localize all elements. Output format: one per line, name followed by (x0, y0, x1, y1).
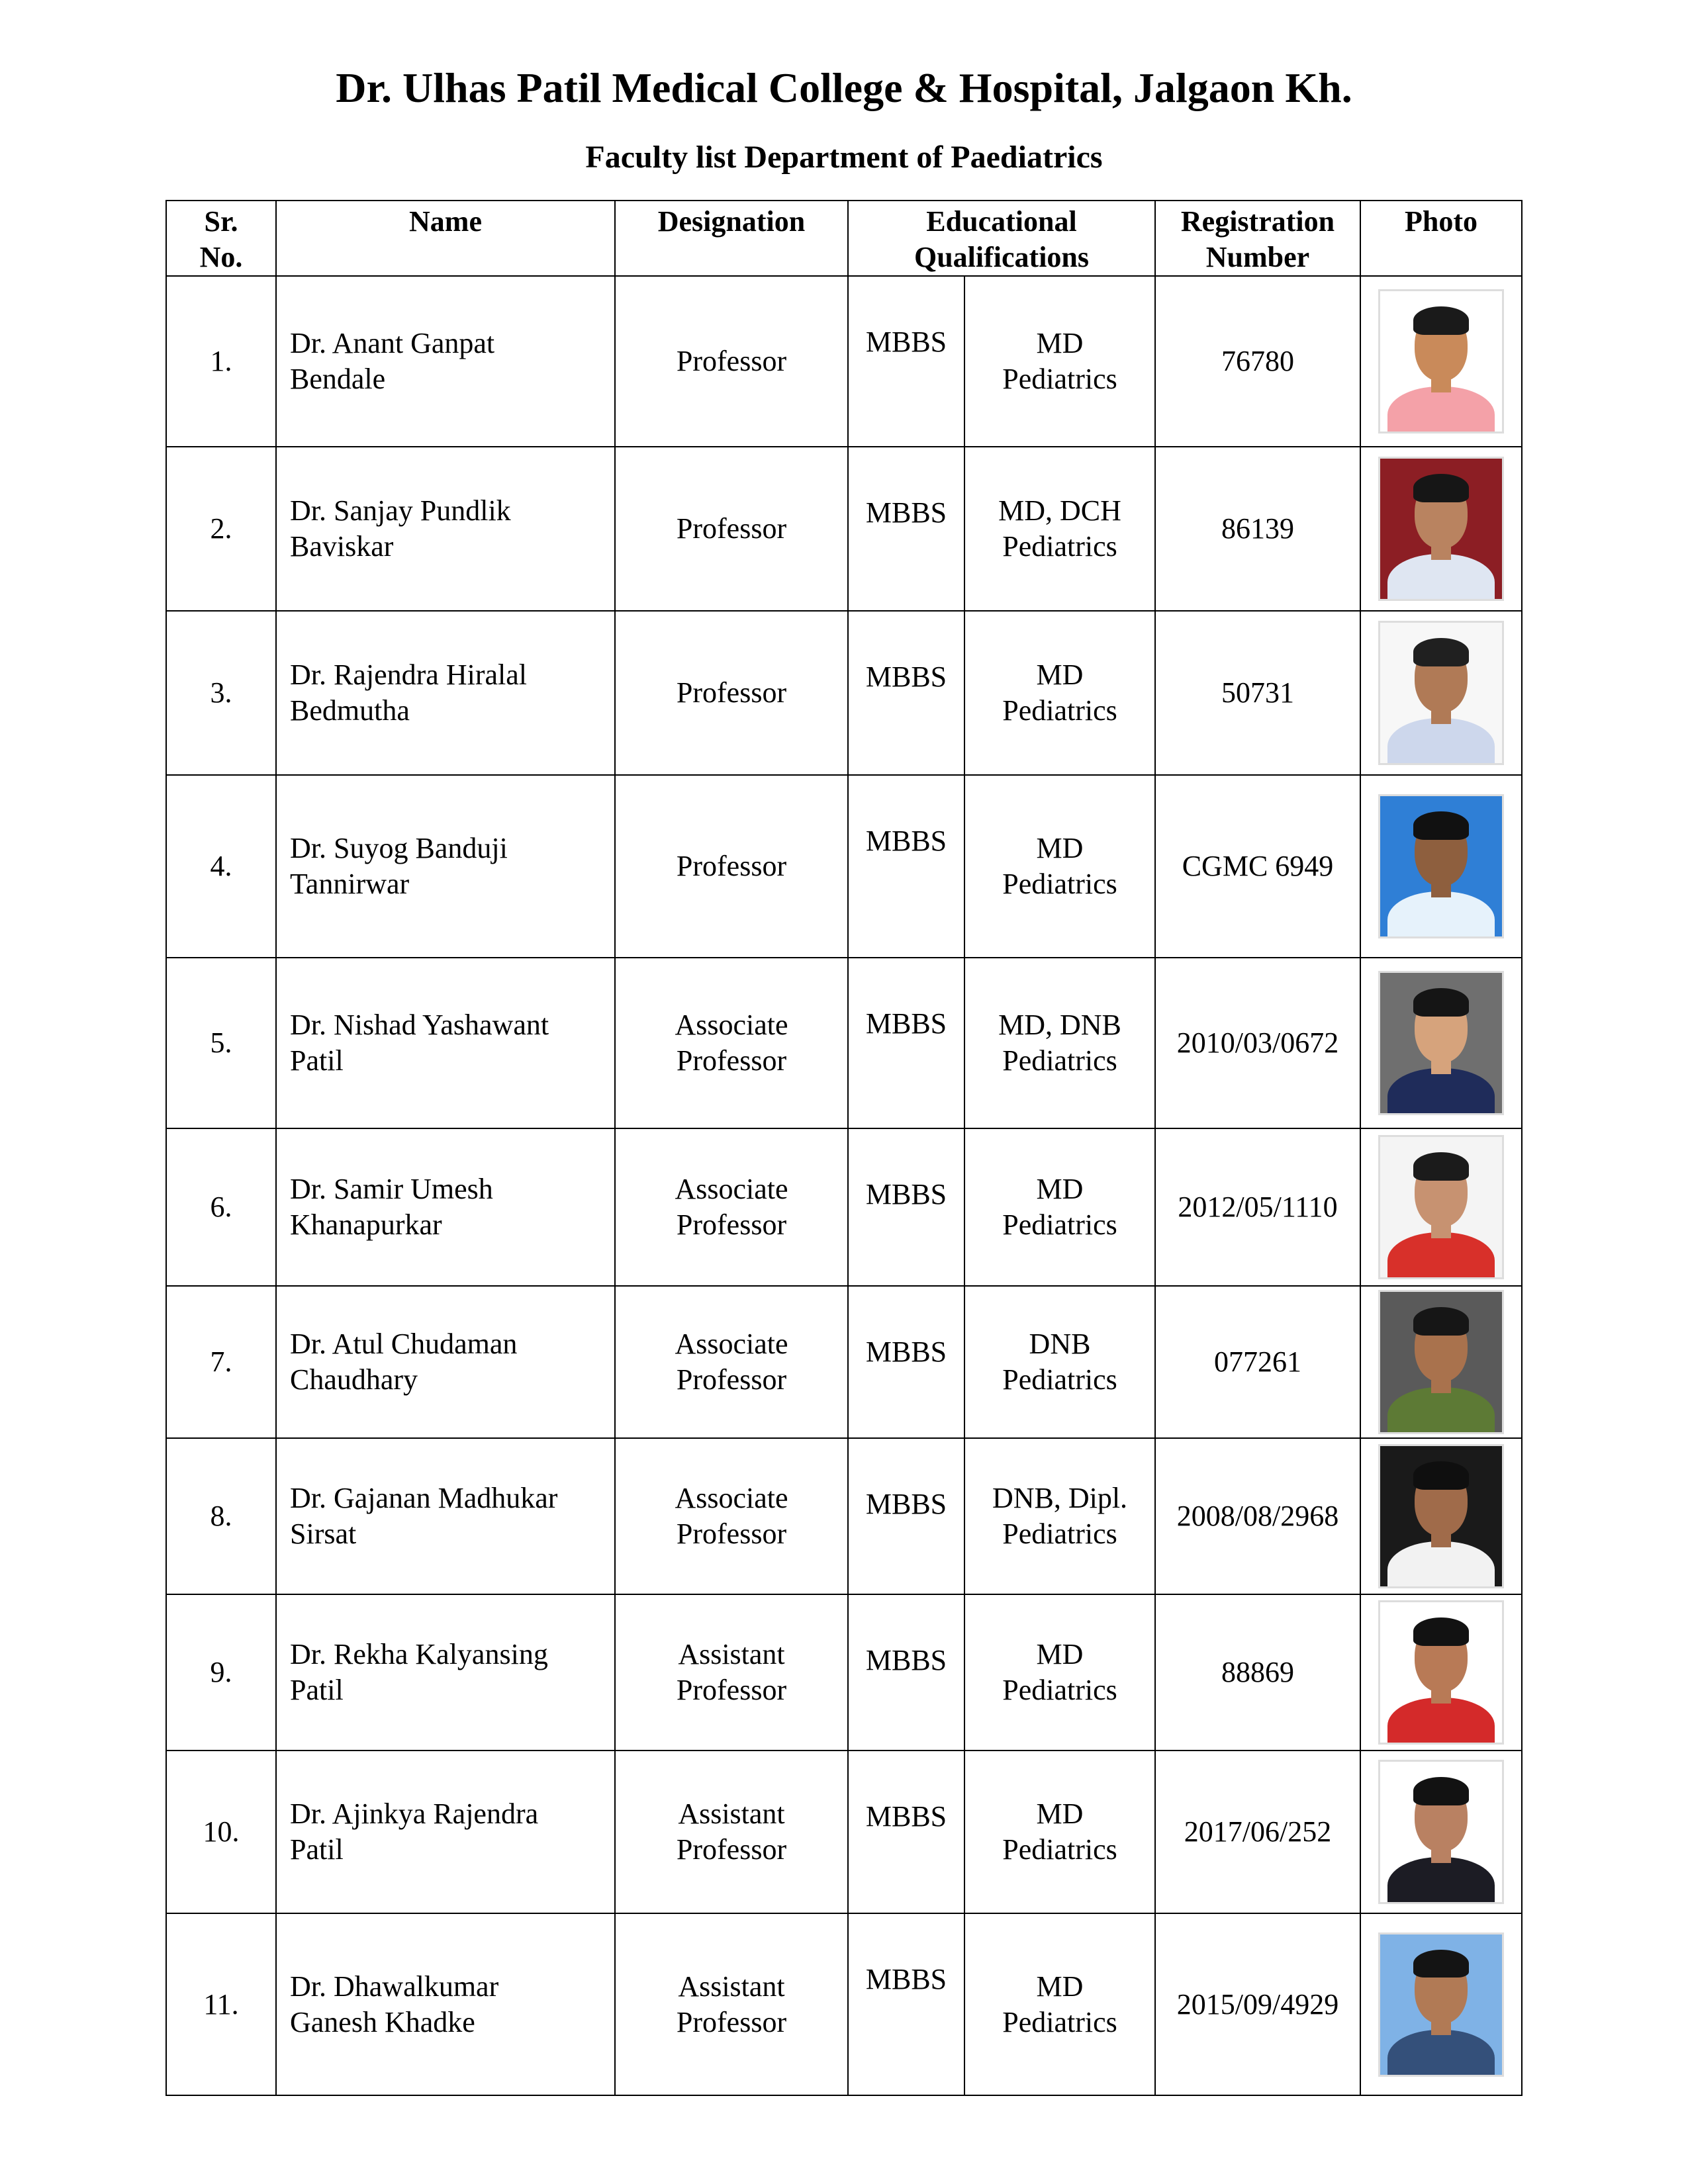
name-cell: Dr. Sanjay Pundlik Baviskar (276, 447, 615, 611)
table-row (166, 958, 1522, 1128)
table-row (166, 1594, 1522, 1751)
name-cell: Dr. Gajanan Madhukar Sirsat (276, 1438, 615, 1594)
registration-cell: 2015/09/4929 (1155, 1913, 1360, 2095)
pg-qualification-cell: MD, DCH Pediatrics (964, 447, 1155, 611)
sr-no-cell: 5. (166, 958, 276, 1128)
photo-cell (1360, 1594, 1522, 1751)
ug-qualification-cell: MBBS (848, 447, 964, 611)
name-cell: Dr. Nishad Yashawant Patil (276, 958, 615, 1128)
name-cell: Dr. Rajendra Hiralal Bedmutha (276, 611, 615, 775)
photo-cell (1360, 1913, 1522, 2095)
faculty-photo (1378, 289, 1504, 433)
designation-cell: Professor (615, 447, 848, 611)
photo-cell (1360, 775, 1522, 958)
faculty-photo (1378, 1933, 1504, 2077)
ug-qualification-cell: MBBS (848, 1128, 964, 1286)
ug-qualification-cell: MBBS (848, 1751, 964, 1913)
designation-cell: Associate Professor (615, 958, 848, 1128)
table-row (166, 775, 1522, 958)
designation-cell: Professor (615, 611, 848, 775)
photo-cell (1360, 1128, 1522, 1286)
table-row (166, 1438, 1522, 1594)
registration-cell: 88869 (1155, 1594, 1360, 1751)
page-subtitle: Faculty list Department of Paediatrics (585, 140, 1103, 175)
pg-qualification-cell: MD Pediatrics (964, 1128, 1155, 1286)
table-row (166, 1128, 1522, 1286)
name-cell: Dr. Anant Ganpat Bendale (276, 276, 615, 447)
registration-cell: 2010/03/0672 (1155, 958, 1360, 1128)
faculty-photo (1378, 457, 1504, 601)
pg-qualification-cell: MD Pediatrics (964, 276, 1155, 447)
name-cell: Dr. Suyog Banduji Tannirwar (276, 775, 615, 958)
registration-cell: CGMC 6949 (1155, 775, 1360, 958)
name-cell: Dr. Atul Chudaman Chaudhary (276, 1286, 615, 1438)
pg-qualification-cell: DNB Pediatrics (964, 1286, 1155, 1438)
photo-cell (1360, 1438, 1522, 1594)
registration-cell: 50731 (1155, 611, 1360, 775)
photo-cell (1360, 447, 1522, 611)
sr-no-cell: 9. (166, 1594, 276, 1751)
ug-qualification-cell: MBBS (848, 775, 964, 958)
designation-cell: Associate Professor (615, 1128, 848, 1286)
ug-qualification-cell: MBBS (848, 276, 964, 447)
designation-cell: Professor (615, 775, 848, 958)
sr-no-cell: 7. (166, 1286, 276, 1438)
faculty-photo (1378, 971, 1504, 1115)
pg-qualification-cell: MD Pediatrics (964, 1594, 1155, 1751)
photo-cell (1360, 611, 1522, 775)
registration-cell: 86139 (1155, 447, 1360, 611)
designation-cell: Assistant Professor (615, 1751, 848, 1913)
faculty-photo (1378, 1135, 1504, 1279)
faculty-photo (1378, 621, 1504, 765)
ug-qualification-cell: MBBS (848, 1594, 964, 1751)
registration-cell: 76780 (1155, 276, 1360, 447)
photo-cell (1360, 1286, 1522, 1438)
table-row (166, 276, 1522, 447)
header-qualifications: Educational Qualifications (848, 201, 1155, 276)
sr-no-cell: 8. (166, 1438, 276, 1594)
header-designation: Designation (615, 201, 848, 276)
table-row (166, 447, 1522, 611)
table-row (166, 611, 1522, 775)
pg-qualification-cell: MD Pediatrics (964, 775, 1155, 958)
faculty-photo (1378, 1760, 1504, 1904)
table-row (166, 1751, 1522, 1913)
registration-cell: 2017/06/252 (1155, 1751, 1360, 1913)
photo-cell (1360, 1751, 1522, 1913)
registration-cell: 2012/05/1110 (1155, 1128, 1360, 1286)
ug-qualification-cell: MBBS (848, 958, 964, 1128)
header-sr-no: Sr. No. (166, 201, 276, 276)
table-header-row (166, 201, 1522, 276)
pg-qualification-cell: MD, DNB Pediatrics (964, 958, 1155, 1128)
sr-no-cell: 11. (166, 1913, 276, 2095)
designation-cell: Associate Professor (615, 1286, 848, 1438)
faculty-photo (1378, 1290, 1504, 1434)
photo-cell (1360, 276, 1522, 447)
designation-cell: Associate Professor (615, 1438, 848, 1594)
ug-qualification-cell: MBBS (848, 1913, 964, 2095)
pg-qualification-cell: MD Pediatrics (964, 1913, 1155, 2095)
sr-no-cell: 2. (166, 447, 276, 611)
name-cell: Dr. Samir Umesh Khanapurkar (276, 1128, 615, 1286)
name-cell: Dr. Dhawalkumar Ganesh Khadke (276, 1913, 615, 2095)
table-row (166, 1286, 1522, 1438)
faculty-photo (1378, 1600, 1504, 1745)
faculty-photo (1378, 1444, 1504, 1588)
designation-cell: Assistant Professor (615, 1913, 848, 2095)
registration-cell: 077261 (1155, 1286, 1360, 1438)
sr-no-cell: 10. (166, 1751, 276, 1913)
header-name: Name (276, 201, 615, 276)
table-row (166, 1913, 1522, 2095)
pg-qualification-cell: MD Pediatrics (964, 1751, 1155, 1913)
name-cell: Dr. Rekha Kalyansing Patil (276, 1594, 615, 1751)
ug-qualification-cell: MBBS (848, 1286, 964, 1438)
photo-cell (1360, 958, 1522, 1128)
pg-qualification-cell: MD Pediatrics (964, 611, 1155, 775)
sr-no-cell: 3. (166, 611, 276, 775)
designation-cell: Professor (615, 276, 848, 447)
designation-cell: Assistant Professor (615, 1594, 848, 1751)
name-cell: Dr. Ajinkya Rajendra Patil (276, 1751, 615, 1913)
sr-no-cell: 1. (166, 276, 276, 447)
ug-qualification-cell: MBBS (848, 1438, 964, 1594)
header-photo: Photo (1360, 201, 1522, 276)
pg-qualification-cell: DNB, Dipl. Pediatrics (964, 1438, 1155, 1594)
ug-qualification-cell: MBBS (848, 611, 964, 775)
page-title: Dr. Ulhas Patil Medical College & Hospital, Jalgaon Kh. (336, 64, 1352, 111)
faculty-table (165, 200, 1523, 2096)
sr-no-cell: 6. (166, 1128, 276, 1286)
registration-cell: 2008/08/2968 (1155, 1438, 1360, 1594)
faculty-photo (1378, 794, 1504, 938)
header-registration: Registration Number (1155, 201, 1360, 276)
sr-no-cell: 4. (166, 775, 276, 958)
